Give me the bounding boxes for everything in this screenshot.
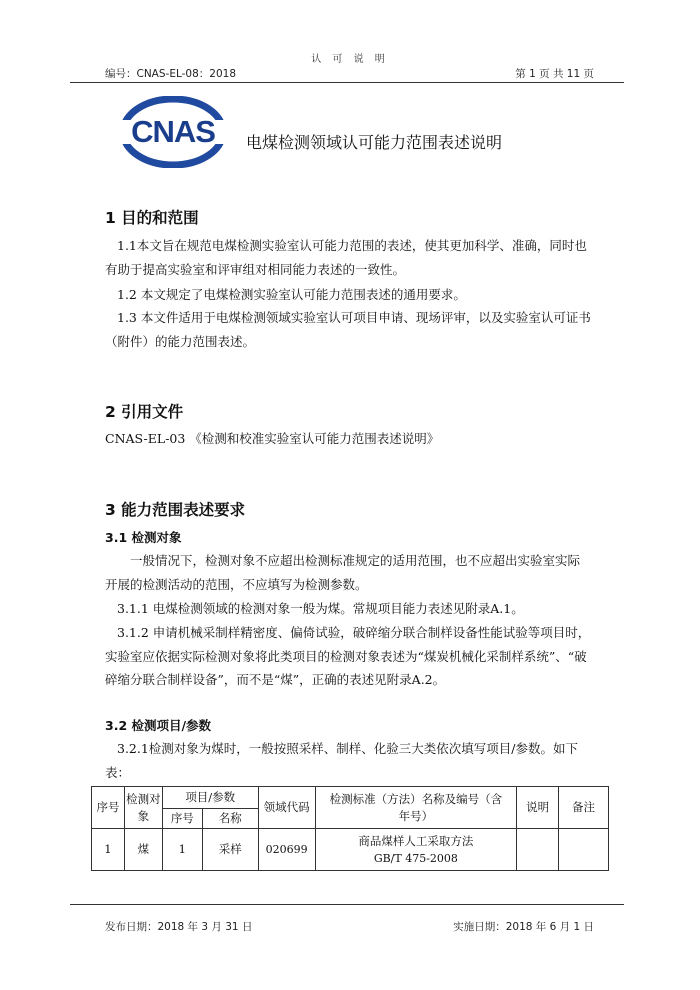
row-item-name: 采样 xyxy=(202,829,258,871)
table-row xyxy=(92,829,609,871)
row-standard xyxy=(315,829,517,871)
row-standard-name: 商品煤样人工采取方法 xyxy=(358,833,474,848)
section-2-heading: 2 引用文件 xyxy=(105,403,184,421)
header-remark: 备注 xyxy=(559,787,609,829)
document-title: 电煤检测领域认可能力范围表述说明 xyxy=(246,133,503,152)
header-seq: 序号 xyxy=(92,787,125,829)
section-3-paragraph-4: 3.2.1检测对象为煤时，一般按照采样、制样、化验三大类依次填写项目/参数。如下表： xyxy=(105,741,579,780)
section-1-paragraph-1: 1.1本文旨在规范电煤检测实验室认可能力范围的表述，使其更加科学、准确，同时也有助于提高实验室和评审组对相同能力表述的一致性。 xyxy=(105,238,587,277)
header-note: 说明 xyxy=(517,787,559,829)
footer-divider xyxy=(70,904,624,905)
effective-date: 实施日期：2018 年 6 月 1 日 xyxy=(453,921,594,933)
section-1-paragraph-2: 1.2 本文规定了电煤检测实验室认可能力范围表述的通用要求。 xyxy=(117,287,466,302)
header-object: 检测对象 xyxy=(124,787,162,829)
header-center-label: 认 可 说 明 xyxy=(311,54,389,65)
header-standard: 检测标准（方法）名称及编号（含年号） xyxy=(315,787,517,829)
cnas-logo xyxy=(114,96,232,168)
section-1-paragraph-3: 1.3 本文件适用于电煤检测领域实验室认可项目申请、现场评审，以及实验室认可证书（附件）的能力范围表述。 xyxy=(105,310,591,349)
row-remark xyxy=(559,829,609,871)
row-standard-number: GB/T 475-2008 xyxy=(373,851,458,865)
section-3-paragraph-1: 一般情况下，检测对象不应超出检测标准规定的适用范围，也不应超出实验室实际开展的检测活动的范围，不应填写为检测参数。 xyxy=(105,553,581,592)
table-header-row xyxy=(92,787,609,809)
row-note xyxy=(517,829,559,871)
header-field-code: 领域代码 xyxy=(258,787,315,829)
row-field-code: 020699 xyxy=(258,829,315,871)
section-3-paragraph-3: 3.1.2 申请机械采制样精密度、偏倚试验，破碎缩分联合制样设备性能试验等项目时，实验室应依据实际检测对象将此类项目的检测对象表述为“煤炭机械化采制样系统”、“破碎缩分联合制样设备”，而不是“煤”，正确的表述见附录A.2。 xyxy=(105,625,591,687)
capability-table xyxy=(91,786,609,871)
page-info: 第 1 页 共 11 页 xyxy=(515,68,594,80)
document-number: 编号：CNAS-EL-08：2018 xyxy=(105,68,236,80)
row-item-seq: 1 xyxy=(162,829,202,871)
row-object: 煤 xyxy=(124,829,162,871)
header-sub-seq: 序号 xyxy=(162,809,202,829)
row-seq: 1 xyxy=(92,829,125,871)
header-sub-name: 名称 xyxy=(202,809,258,829)
subsection-3-1-heading: 3.1 检测对象 xyxy=(105,530,182,545)
svg-text:CNAS: CNAS xyxy=(131,114,215,149)
header-divider xyxy=(70,82,624,83)
section-3-heading: 3 能力范围表述要求 xyxy=(105,501,246,519)
section-3-paragraph-2: 3.1.1 电煤检测领域的检测对象一般为煤。常规项目能力表述见附录A.1。 xyxy=(117,601,524,616)
subsection-3-2-heading: 3.2 检测项目/参数 xyxy=(105,718,212,733)
header-item-param: 项目/参数 xyxy=(162,787,258,809)
section-1-heading: 1 目的和范围 xyxy=(105,209,199,227)
section-2-paragraph-1: CNAS-EL-03 《检测和校准实验室认可能力范围表述说明》 xyxy=(105,431,440,446)
publish-date: 发布日期：2018 年 3 月 31 日 xyxy=(105,921,253,933)
